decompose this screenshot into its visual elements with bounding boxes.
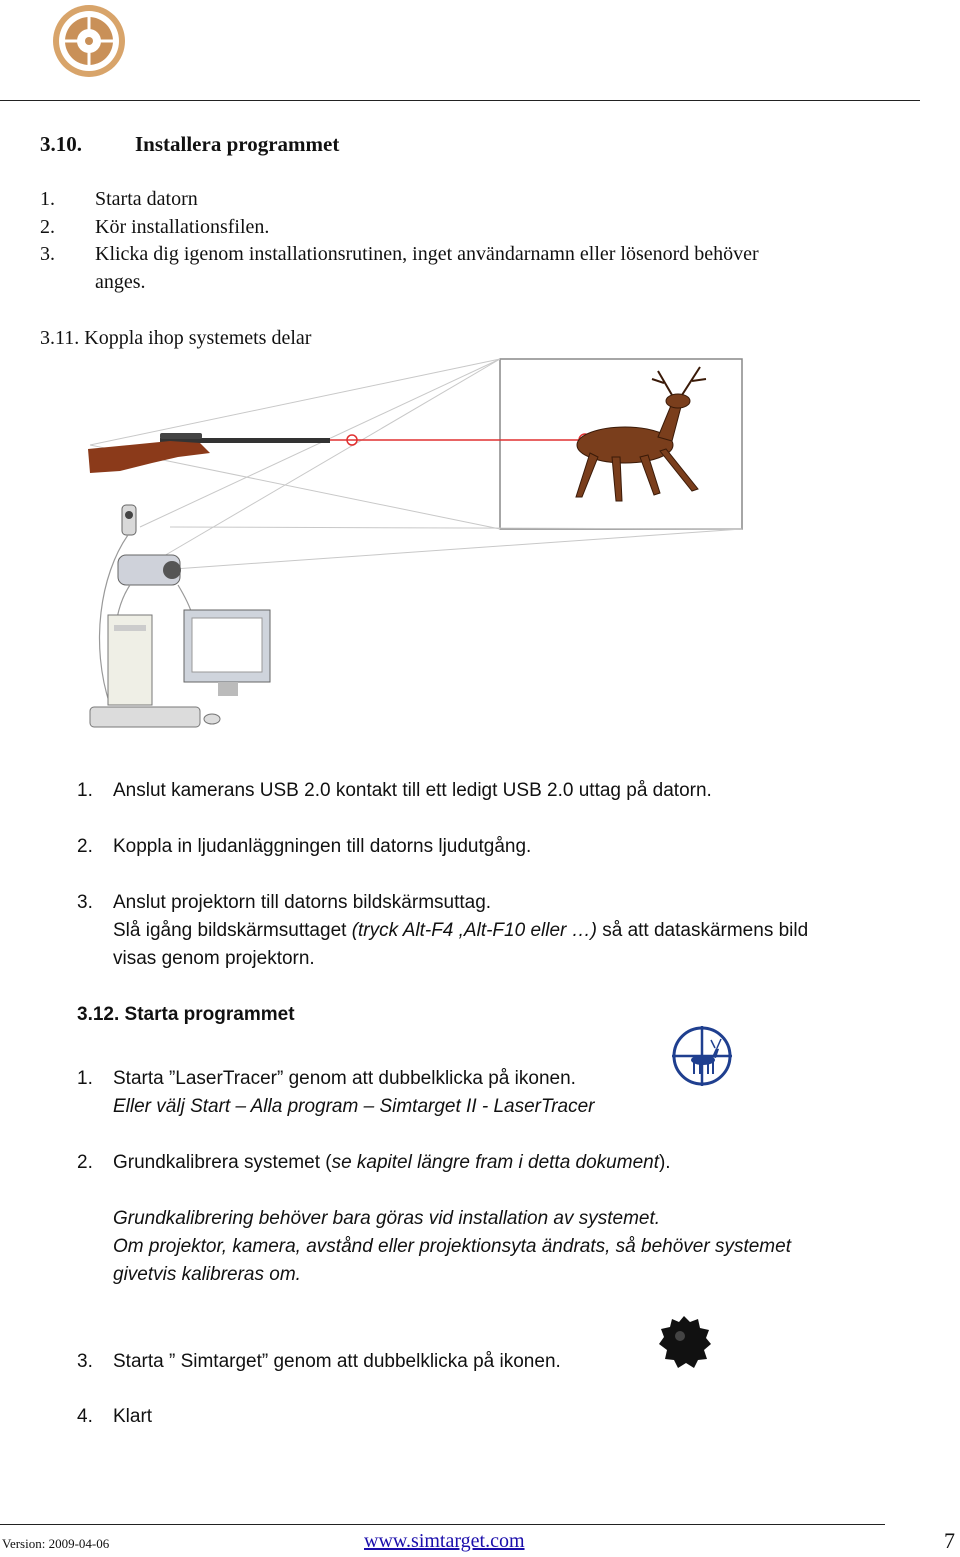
start-step-text: Starta ”LaserTracer” genom att dubbelklicka på ikonen. bbox=[113, 1068, 576, 1089]
simtarget-logo bbox=[50, 3, 128, 79]
install-step-number: 3. bbox=[40, 243, 55, 265]
monitor bbox=[184, 610, 270, 696]
section-311-title: 3.11. Koppla ihop systemets delar bbox=[40, 327, 312, 349]
keyboard bbox=[90, 707, 200, 727]
connect-step-detail-continued: visas genom projektorn. bbox=[113, 948, 315, 969]
computer-tower bbox=[108, 615, 152, 705]
section-310-number: 3.10. bbox=[40, 132, 82, 156]
install-step-number: 2. bbox=[40, 216, 55, 238]
mouse bbox=[204, 714, 220, 724]
start-step-number: 1. bbox=[77, 1068, 93, 1089]
install-step-number: 1. bbox=[40, 188, 55, 210]
projector bbox=[118, 555, 181, 585]
install-step-text-continued: anges. bbox=[95, 271, 146, 293]
footer-rule bbox=[0, 1524, 885, 1525]
connect-step-number: 1. bbox=[77, 780, 93, 801]
footer-version: Version: 2009-04-06 bbox=[2, 1536, 110, 1551]
start-step-number: 2. bbox=[77, 1152, 93, 1173]
section-312-title: 3.12. Starta programmet bbox=[77, 1004, 295, 1025]
lasertracer-icon[interactable] bbox=[670, 1024, 734, 1088]
start-step-alternative: Eller välj Start – Alla program – Simtarget II - LaserTracer bbox=[113, 1096, 595, 1117]
install-step-text: Starta datorn bbox=[95, 188, 198, 210]
connect-step-text: Anslut kamerans USB 2.0 kontakt till ett ledigt USB 2.0 uttag på datorn. bbox=[113, 780, 712, 801]
section-310-title: Installera programmet bbox=[135, 132, 340, 156]
system-setup-diagram bbox=[60, 345, 760, 765]
connect-step-text: Anslut projektorn till datorns bildskärmsuttag. bbox=[113, 892, 492, 913]
install-step-text: Kör installationsfilen. bbox=[95, 216, 270, 238]
calibration-note: Om projektor, kamera, avstånd eller projektionsyta ändrats, så behöver systemet bbox=[113, 1236, 791, 1257]
footer-website-link[interactable]: www.simtarget.com bbox=[364, 1530, 525, 1552]
page-number: 7 bbox=[944, 1528, 955, 1553]
start-step-number: 3. bbox=[77, 1351, 93, 1372]
calibration-note: Grundkalibrering behöver bara göras vid installation av systemet. bbox=[113, 1208, 661, 1229]
start-step-text: Starta ” Simtarget” genom att dubbelklicka på ikonen. bbox=[113, 1351, 561, 1372]
start-step-text: Klart bbox=[113, 1406, 153, 1427]
rifle bbox=[88, 433, 330, 473]
connect-step-number: 2. bbox=[77, 836, 93, 857]
simtarget-app-icon[interactable] bbox=[656, 1314, 712, 1370]
header-rule bbox=[0, 100, 920, 101]
camera bbox=[122, 505, 136, 535]
connect-step-number: 3. bbox=[77, 892, 93, 913]
start-step-text: Grundkalibrera systemet (se kapitel längre fram i detta dokument). bbox=[113, 1152, 671, 1173]
start-step-number: 4. bbox=[77, 1406, 93, 1427]
calibration-note: givetvis kalibreras om. bbox=[113, 1264, 301, 1285]
install-step-text: Klicka dig igenom installationsrutinen, inget användarnamn eller lösenord behöver bbox=[95, 243, 759, 265]
connect-step-detail: Slå igång bildskärmsuttaget (tryck Alt-F4 ,Alt-F10 eller …) så att dataskärmens bild bbox=[113, 920, 809, 941]
connect-step-text: Koppla in ljudanläggningen till datorns ljudutgång. bbox=[113, 836, 532, 857]
